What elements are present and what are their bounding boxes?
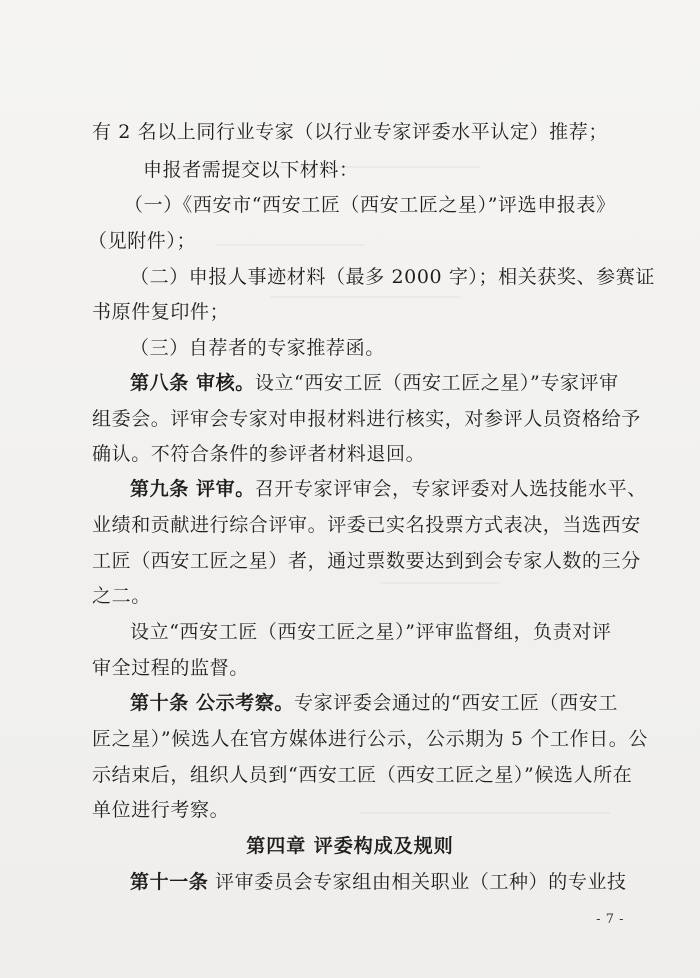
article-8-text: 设立“西安工匠（西安工匠之星）”专家评审 — [254, 372, 619, 394]
article-9-label: 第九条 评审。 — [130, 478, 255, 500]
paragraph-line: 有 2 名以上同行业专家（以行业专家评委水平认定）推荐； — [92, 121, 608, 143]
paragraph-line: （一）《西安市“西安工匠（西安工匠之星）”评选申报表》 — [124, 194, 616, 216]
article-9-line: 工匠（西安工匠之星）者，通过票数要达到到会专家人数的三分 — [92, 550, 641, 572]
article-9-line — [0, 477, 700, 501]
chapter-heading: 第四章 评委构成及规则 — [246, 835, 454, 857]
article-8-label: 第八条 审核。 — [130, 372, 255, 394]
paragraph-line: （见附件）； — [88, 230, 197, 252]
article-11-text: 评审委员会专家组由相关职业（工种）的专业技 — [208, 871, 627, 893]
supervision-line: 审全过程的监督。 — [92, 657, 249, 679]
article-10-label: 第十条 公示考察。 — [130, 692, 295, 714]
paragraph-line: 书原件复印件； — [92, 301, 230, 323]
bleed-through-mark — [270, 296, 460, 298]
supervision-line: 设立“西安工匠（西安工匠之星）”评审监督组，负责对评 — [130, 621, 612, 643]
article-11-line — [0, 870, 700, 894]
paragraph-line: 申报者需提交以下材料： — [143, 159, 359, 181]
article-8-line: 确认。不符合条件的参评者材料退回。 — [92, 443, 426, 465]
article-9-line: 之二。 — [92, 585, 151, 607]
article-10-text: 专家评委会通过的“西安工匠（西安工 — [294, 692, 618, 714]
article-10-line: 单位进行考察。 — [92, 799, 230, 821]
article-8-line — [0, 371, 700, 395]
paragraph-line: （二）申报人事迹材料（最多 2000 字）；相关获奖、参赛证 — [130, 266, 655, 288]
paragraph-line: （三）自荐者的专家推荐函。 — [130, 337, 385, 359]
article-10-line: 匠之星）”候选人在官方媒体进行公示，公示期为 5 个工作日。公 — [92, 728, 648, 750]
article-11-label: 第十一条 — [130, 871, 209, 893]
page-number: - 7 - — [596, 912, 624, 927]
article-9-text: 召开专家评审会，专家评委对人选技能水平、 — [254, 478, 647, 500]
article-10-line: 示结束后，组织人员到“西安工匠（西安工匠之星）”候选人所在 — [92, 764, 633, 786]
article-10-line — [0, 691, 700, 715]
article-9-line: 业绩和贡献进行综合评审。评委已实名投票方式表决，当选西安 — [92, 514, 641, 536]
article-8-line: 组委会。评审会专家对申报材料进行核实，对参评人员资格给予 — [92, 408, 641, 430]
